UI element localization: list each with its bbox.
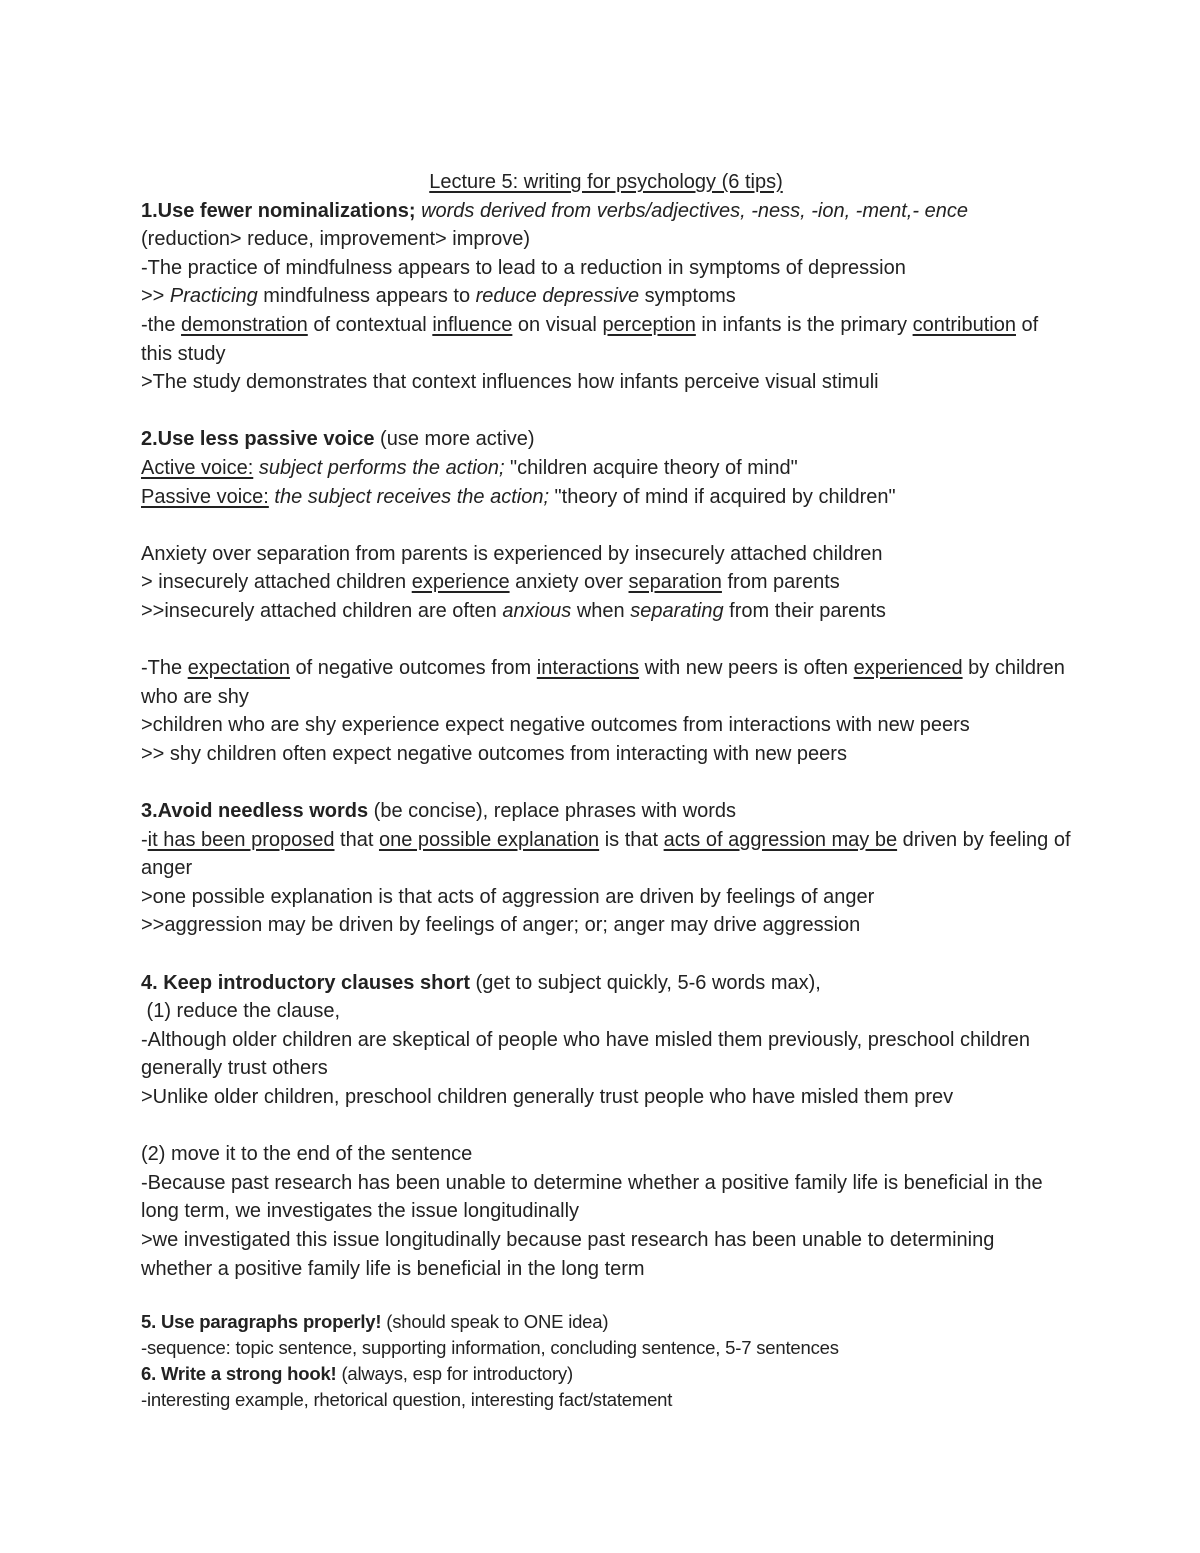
- text-run: -: [141, 828, 148, 851]
- active-voice-label: Active voice:: [141, 456, 254, 479]
- text-run: driven by feeling of anger: [141, 828, 1071, 880]
- tip-2-example-1-revision-2: [141, 597, 1071, 626]
- tip-1-example-1-revision: [141, 282, 1071, 311]
- passive-voice-label: Passive voice:: [141, 485, 269, 508]
- text-run: separating: [630, 599, 724, 622]
- tip-1-heading: [141, 197, 1071, 226]
- tip-1-examples: (reduction> reduce, improvement> improve): [141, 228, 531, 251]
- text-run: anxious: [502, 599, 572, 622]
- tip-4-example-2: -Because past research has been unable to determine whether a positive family life is beneficial in the long term, we investigates the issue longitudinally: [141, 1171, 1043, 1223]
- tip-3-heading: [141, 797, 1071, 826]
- text-run: subject performs the action;: [253, 456, 505, 479]
- tip-4-step-2: (2) move it to the end of the sentence: [141, 1143, 473, 1166]
- text-run: symptoms: [639, 285, 736, 308]
- tip-2-example-2-revision-2: >> shy children often expect negative outcomes from interacting with new peers: [141, 742, 847, 765]
- spacer: [141, 1283, 1071, 1309]
- text-run: >>: [141, 285, 170, 308]
- tip-6-heading: [141, 1361, 1071, 1387]
- text-run: from their parents: [723, 599, 886, 622]
- text-run: with new peers is often: [639, 657, 854, 680]
- text-run: mindfulness appears to: [257, 285, 476, 308]
- tip-3-revision-1: >one possible explanation is that acts of aggression are driven by feelings of anger: [141, 885, 875, 908]
- tip-2-example-2: [141, 654, 1071, 711]
- text-run: the subject receives the action;: [268, 485, 549, 508]
- document-page: [141, 168, 1071, 1413]
- tip-2-example-1: Anxiety over separation from parents is experienced by insecurely attached children: [141, 542, 883, 565]
- underlined-word: contribution: [912, 313, 1016, 336]
- tip-4-heading: [141, 969, 1071, 998]
- tip-5-detail: -sequence: topic sentence, supporting information, concluding sentence, 5-7 sentences: [141, 1337, 839, 1359]
- tip-4-note: (get to subject quickly, 5-6 words max),: [469, 971, 821, 994]
- text-run: of this study: [141, 313, 1039, 365]
- text-run: >>insecurely attached children are often: [141, 599, 503, 622]
- tip-5-note: (should speak to ONE idea): [381, 1311, 609, 1333]
- tip-4-example-2-revision: >we investigated this issue longitudinally because past research has been unable to determining whether a positive family life is beneficial in the long term: [141, 1228, 995, 1280]
- tip-2-example-1-revision-1: [141, 568, 1071, 597]
- text-run: -The: [141, 657, 188, 680]
- text-run: by children who are shy: [141, 657, 1065, 708]
- active-voice-definition: [141, 454, 1071, 483]
- tip-4-example-1-revision: >Unlike older children, preschool children generally trust people who have misled them prev: [141, 1086, 954, 1108]
- tip-5-title: 5. Use paragraphs properly!: [141, 1311, 382, 1333]
- text-run: Practicing: [169, 285, 258, 308]
- tip-6-detail: -interesting example, rhetorical question, interesting fact/statement: [141, 1389, 673, 1411]
- tip-3-revision-2: >>aggression may be driven by feelings of anger; or; anger may drive aggression: [141, 914, 861, 937]
- tip-4-title: 4. Keep introductory clauses short: [141, 971, 470, 994]
- underlined-word: experienced: [853, 657, 963, 680]
- text-run: on visual: [512, 313, 603, 336]
- spacer: [141, 1112, 1071, 1141]
- text-run: of negative outcomes from: [289, 657, 537, 680]
- underlined-word: influence: [432, 313, 513, 336]
- underlined-word: demonstration: [181, 313, 308, 336]
- underlined-phrase: one possible explanation: [378, 828, 600, 851]
- spacer: [141, 626, 1071, 655]
- text-run: "children acquire theory of mind": [504, 456, 798, 479]
- tip-6-note: (always, esp for introductory): [336, 1363, 573, 1385]
- text-run: in infants is the primary: [695, 313, 913, 336]
- tip-3-note: (be concise), replace phrases with words: [368, 800, 737, 823]
- page-title: Lecture 5: writing for psychology (6 tips): [429, 171, 783, 193]
- underlined-word: separation: [628, 571, 722, 594]
- text-run: is that: [599, 828, 664, 851]
- spacer: [141, 768, 1071, 797]
- tip-1-example-2-revision: >The study demonstrates that context influences how infants perceive visual stimuli: [141, 371, 879, 394]
- tip-1-note: words derived from verbs/adjectives, -ness, -ion, -ment,- ence: [415, 199, 968, 222]
- tip-1-example-2: [141, 311, 1071, 368]
- tip-3-example: [141, 826, 1071, 883]
- underlined-word: interactions: [536, 657, 640, 680]
- passive-voice-definition: [141, 483, 1071, 512]
- underlined-phrase: it has been proposed: [147, 828, 335, 851]
- spacer: [141, 940, 1071, 969]
- tip-2-heading: [141, 425, 1071, 454]
- text-run: anxiety over: [509, 571, 629, 594]
- tip-6-title: 6. Write a strong hook!: [141, 1363, 337, 1385]
- tip-5-heading: [141, 1309, 1071, 1335]
- spacer: [141, 397, 1071, 426]
- tip-2-title: 2.Use less passive voice: [141, 428, 375, 451]
- underlined-word: perception: [602, 313, 696, 336]
- tip-4-step-1: (1) reduce the clause,: [141, 1000, 340, 1023]
- text-run: from parents: [721, 571, 840, 594]
- tip-2-note: (use more active): [374, 428, 535, 451]
- tip-2-example-2-revision-1: >children who are shy experience expect negative outcomes from interactions with new peers: [141, 714, 970, 737]
- tip-1-example-1: -The practice of mindfulness appears to lead to a reduction in symptoms of depression: [141, 256, 906, 279]
- underlined-phrase: acts of aggression may be: [663, 828, 898, 851]
- tip-3-title: 3.Avoid needless words: [141, 800, 369, 823]
- spacer: [141, 511, 1071, 540]
- underlined-word: expectation: [187, 657, 290, 680]
- text-run: "theory of mind if acquired by children": [549, 485, 896, 508]
- text-run: when: [571, 599, 631, 622]
- text-run: of contextual: [307, 313, 433, 336]
- text-run: > insecurely attached children: [141, 571, 412, 594]
- underlined-word: experience: [411, 571, 510, 594]
- tip-4-example-1: -Although older children are skeptical of people who have misled them previously, preschool children generally trust others: [141, 1028, 1031, 1080]
- tip-1-title: 1.Use fewer nominalizations;: [141, 199, 416, 222]
- text-run: that: [334, 828, 379, 851]
- text-run: -the: [141, 313, 182, 336]
- text-run: reduce depressive: [475, 285, 640, 308]
